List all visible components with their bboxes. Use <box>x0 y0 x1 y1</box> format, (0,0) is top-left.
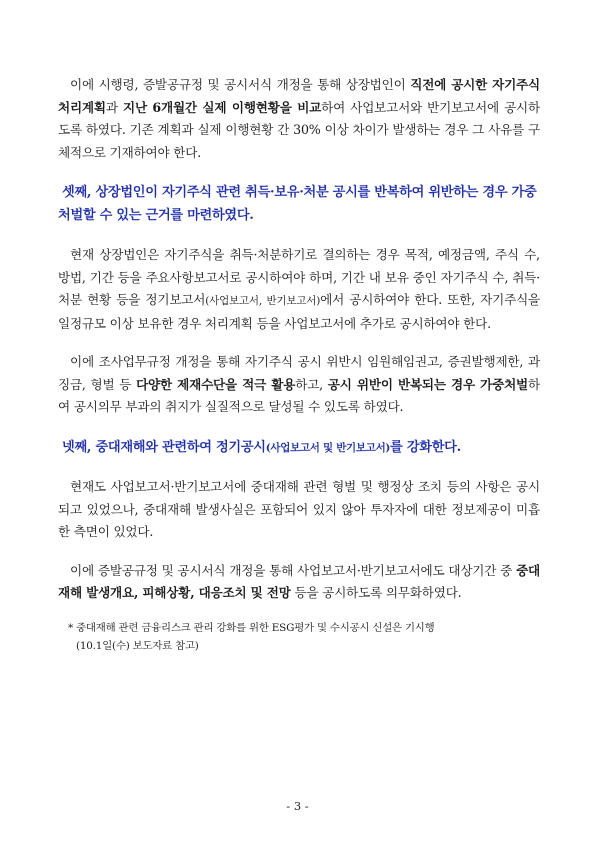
text: 하고, <box>295 376 328 392</box>
footnote-line: (10.1일(수) 보도자료 참고) <box>76 639 199 652</box>
text: 등을 공시하도록 의무화하였다. <box>290 585 462 600</box>
text: 를 강화한다. <box>390 439 461 455</box>
footnote <box>58 619 540 655</box>
text-small: (사업보고서, 반기보고서) <box>205 295 321 307</box>
emphasis: 공시 위반이 반복되는 경우 가중처벌 <box>327 376 529 392</box>
heading-third: 셋째, 상장법인이 자기주식 관련 취득·보유·처분 공시를 반복하여 위반하는 경우 가중처벌할 수 있는 근거를 마련하였다. <box>58 185 537 223</box>
text: 하여 사업보고서와 반기보고서에 공시하도록 하였다. 기존 계획과 실제 이행현황 간 30% 이상 차이가 발생하는 경우 그 사유를 구체적으로 기재하여야 한다. <box>58 99 540 160</box>
text: 하여 공시의무 부과의 취지가 실질적으로 달성될 수 있도록 하였다. <box>58 376 540 414</box>
paragraph-serious-accident-mandate <box>58 560 540 605</box>
footnote-line: * 중대재해 관련 금융리스크 관리 강화를 위한 ESG평가 및 수시공시 신설은 기시행 <box>68 621 435 634</box>
document-body <box>58 74 540 655</box>
paragraph-sanctions <box>58 351 540 419</box>
heading-fourth <box>58 437 540 460</box>
text: 이에 증발공규정 및 공시서식 개정을 통해 사업보고서·반기보고서에도 대상기간 중 <box>70 562 517 578</box>
paragraph-serious-accident-current <box>58 476 540 544</box>
text-small: (사업보고서 및 반기보고서) <box>265 441 391 454</box>
text: 현재 상장법인은 자기주식을 취득·처분하기로 결의하는 경우 목적, 예정금액, 주식 수, 방법, 기간 등을 주요사항보고서로 공시하여야 하며, 기간 내 보유 중인 자기주식 수, 취득·처분 현황 등을 정기보고서 <box>58 247 540 307</box>
emphasis: 지난 6개월간 실제 이행현황을 비교 <box>122 99 322 115</box>
page-number: - 3 - <box>286 799 309 813</box>
text: 과 <box>105 99 123 115</box>
text: 에서 공시하여야 한다. 또한, 자기주식을 일정규모 이상 보유한 경우 처리계획 등을 사업보고서에 추가로 공시하여야 한다. <box>58 292 541 331</box>
paragraph-disclosure-plan <box>58 74 540 164</box>
paragraph-current-treasury-stock <box>58 244 540 335</box>
text: 현재도 사업보고서·반기보고서에 중대재해 관련 형벌 및 행정상 조치 등의 사항은 공시되고 있었으나, 중대재해 발생사실은 포함되어 있지 않아 투자자에 대한 정보제공이 미흡한 측면이 있었다. <box>58 479 540 539</box>
text: 이에 시행령, 증발공규정 및 공시서식 개정을 통해 상장법인이 <box>70 77 411 92</box>
emphasis: 중대재해 발생개요, 피해상황, 대응조치 및 전망 <box>58 562 540 600</box>
text: 이에 조사업무규정 개정을 통해 자기주식 공시 위반시 임원해임권고, 증권발행제한, 과징금, 형벌 등 <box>58 354 540 392</box>
emphasis: 다양한 제재수단을 적극 활용 <box>136 376 296 392</box>
emphasis: 직전에 공시한 자기주식 처리계획 <box>58 77 540 115</box>
text: 넷째, 중대재해와 관련하여 정기공시 <box>62 439 266 455</box>
